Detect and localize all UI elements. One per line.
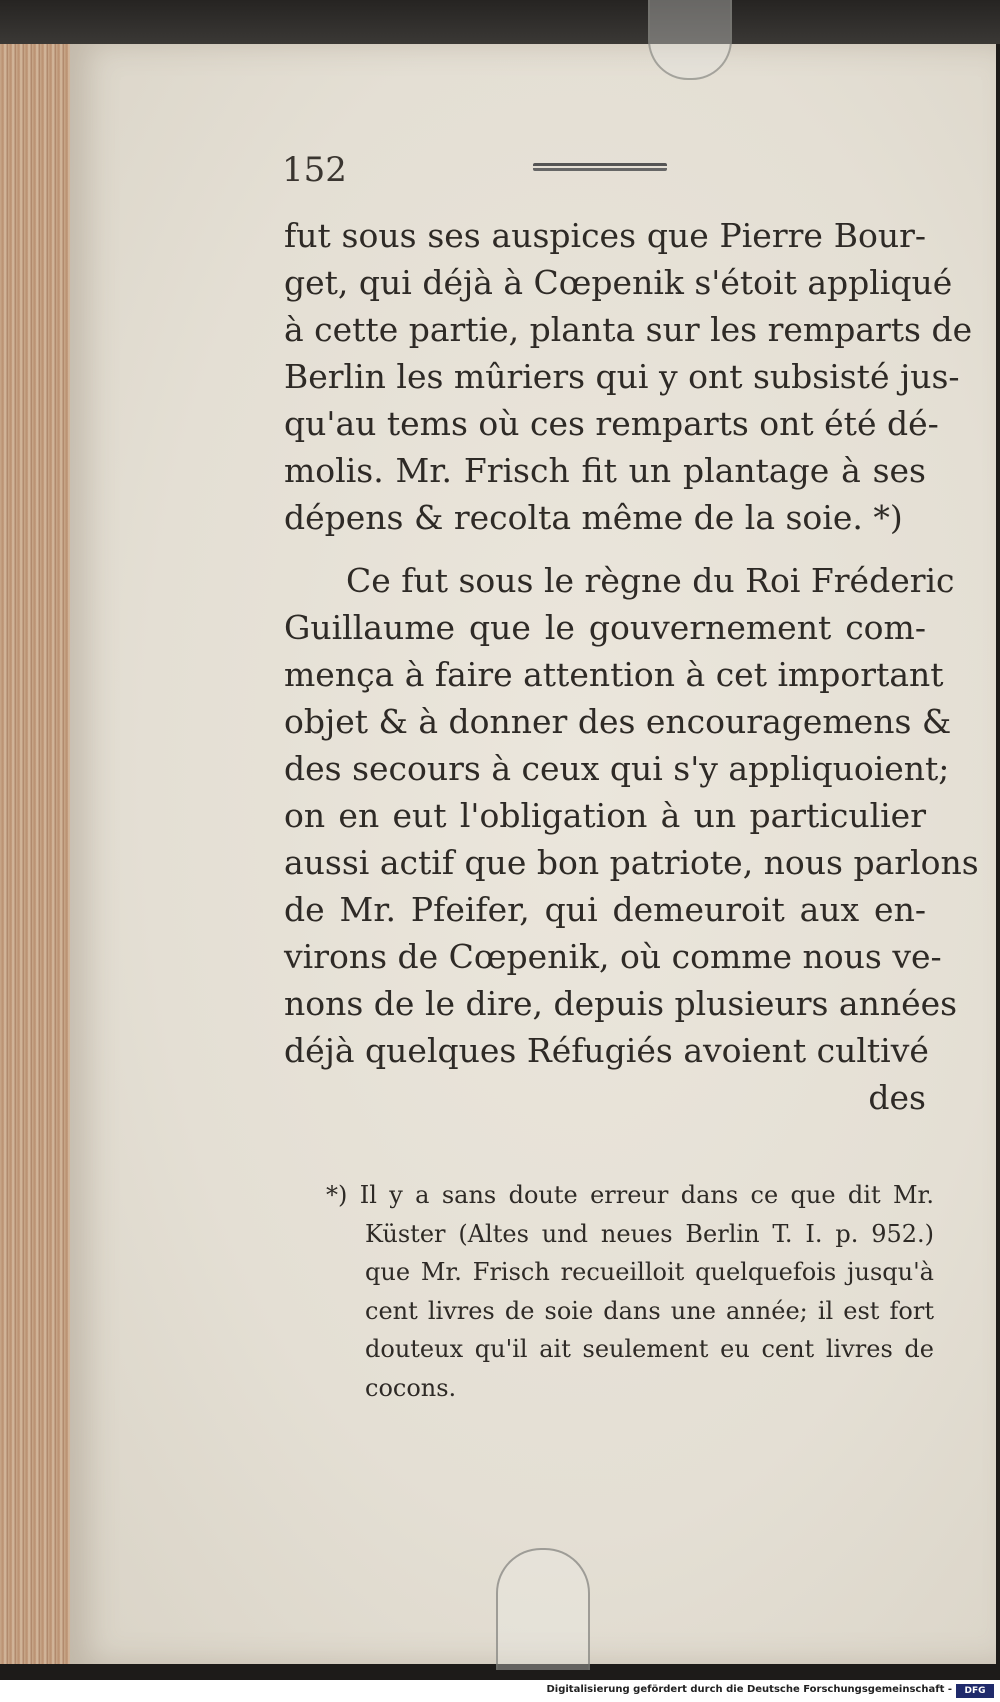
- page-clip-bottom: [496, 1548, 590, 1670]
- body-text: [284, 212, 979, 1121]
- scanner-top-band: [0, 0, 1000, 44]
- text-line: fut sous ses auspices que Pierre Bour-: [284, 216, 926, 255]
- text-line: mença à faire attention à cet important: [284, 655, 944, 694]
- text-line: nons de le dire, depuis plusieurs années: [284, 984, 958, 1023]
- text-line: objet & à donner des encouragemens &: [284, 702, 952, 741]
- text-line: molis. Mr. Frisch fit un plantage à ses: [284, 451, 926, 490]
- text-line: aussi actif que bon patriote, nous parlons: [284, 843, 979, 882]
- footnote-line: douteux qu'il ait seulement eu cent livres de: [365, 1335, 934, 1363]
- text-line: Ce fut sous le règne du Roi Fréderic: [346, 561, 955, 600]
- page-number: 152: [282, 150, 347, 190]
- catchword: des: [868, 1078, 926, 1117]
- book-page-edges: [0, 44, 72, 1664]
- footnote-line: cocons.: [365, 1373, 457, 1402]
- footnote-line: Küster (Altes und neues Berlin T. I. p. 952.): [365, 1219, 934, 1248]
- text-line: on en eut l'obligation à un particulier: [284, 796, 926, 835]
- paragraph-2: [284, 557, 979, 1121]
- text-line: Guillaume que le gouvernement com-: [284, 608, 926, 647]
- footnote-line: que Mr. Frisch recueilloit quelquefois jusqu'à: [365, 1258, 934, 1286]
- text-line: qu'au tems où ces remparts ont été dé-: [284, 404, 939, 443]
- dfg-logo: DFG: [956, 1684, 994, 1698]
- footnote-line: *) Il y a sans doute erreur dans ce que dit Mr.: [326, 1181, 934, 1209]
- footnote-line: cent livres de soie dans une année; il est fort: [365, 1296, 934, 1325]
- digitization-credit: Digitalisierung gefördert durch die Deutsche Forschungsgemeinschaft -: [546, 1684, 952, 1695]
- footnote: [326, 1176, 934, 1407]
- text-line: des secours à ceux qui s'y appliquoient;: [284, 749, 950, 788]
- text-line: dépens & recolta même de la soie. *): [284, 498, 903, 537]
- text-line: virons de Cœpenik, où comme nous ve-: [284, 937, 942, 976]
- text-line: déjà quelques Réfugiés avoient cultivé: [284, 1031, 929, 1070]
- text-line: Berlin les mûriers qui y ont subsisté jus-: [284, 357, 960, 396]
- text-line: à cette partie, planta sur les remparts de: [284, 310, 973, 349]
- header-ornament-rule: [533, 163, 667, 171]
- text-line: get, qui déjà à Cœpenik s'étoit appliqué: [284, 263, 953, 302]
- text-line: de Mr. Pfeifer, qui demeuroit aux en-: [284, 890, 926, 929]
- page-clip-top: [648, 0, 732, 80]
